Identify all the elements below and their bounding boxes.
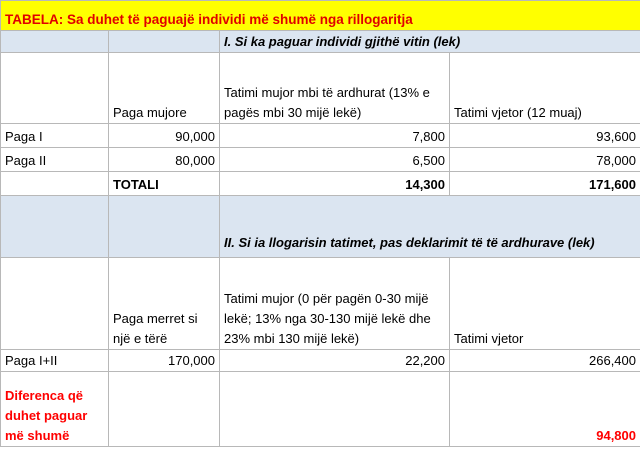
salary-value[interactable]: 90,000 — [109, 124, 220, 148]
cell[interactable] — [1, 172, 109, 196]
table-row — [1, 148, 640, 172]
salary-value[interactable]: 80,000 — [109, 148, 220, 172]
cell[interactable] — [1, 31, 109, 53]
table-row — [1, 124, 640, 148]
section2-heading-row — [1, 196, 640, 258]
section2-header-row — [1, 258, 640, 350]
monthly-tax-value[interactable]: 7,800 — [220, 124, 450, 148]
salary-value[interactable]: 170,000 — [109, 350, 220, 372]
cell[interactable] — [1, 53, 109, 124]
cell[interactable] — [1, 196, 109, 258]
section1-heading-row — [1, 31, 640, 53]
difference-label[interactable]: Diferenca që duhet paguar më shumë — [1, 372, 109, 447]
header-monthly-tax-progressive[interactable]: Tatimi mujor (0 për pagën 0-30 mijë lekë; 13% nga 30-130 mijë lekë dhe 23% mbi 130 mijë lekë) — [220, 258, 450, 350]
section2-heading[interactable]: II. Si ia llogarisin tatimet, pas deklarimit të të ardhurave (lek) — [220, 196, 640, 258]
header-annual-tax[interactable]: Tatimi vjetor — [450, 258, 640, 350]
table-row — [1, 350, 640, 372]
cell[interactable] — [109, 372, 220, 447]
row-label[interactable]: Paga I — [1, 124, 109, 148]
section1-header-row — [1, 53, 640, 124]
annual-tax-value[interactable]: 78,000 — [450, 148, 640, 172]
cell[interactable] — [1, 258, 109, 350]
monthly-tax-value[interactable]: 22,200 — [220, 350, 450, 372]
row-label[interactable]: Paga I+II — [1, 350, 109, 372]
table-title[interactable]: TABELA: Sa duhet të paguajë individi më shumë nga rillogaritja — [1, 1, 640, 31]
total-annual-tax[interactable]: 171,600 — [450, 172, 640, 196]
total-row — [1, 172, 640, 196]
cell[interactable] — [109, 31, 220, 53]
title-row — [1, 1, 640, 31]
header-annual-tax[interactable]: Tatimi vjetor (12 muaj) — [450, 53, 640, 124]
annual-tax-value[interactable]: 266,400 — [450, 350, 640, 372]
difference-row — [1, 372, 640, 447]
row-label[interactable]: Paga II — [1, 148, 109, 172]
monthly-tax-value[interactable]: 6,500 — [220, 148, 450, 172]
header-salary-combined[interactable]: Paga merret si një e tërë — [109, 258, 220, 350]
total-label[interactable]: TOTALI — [109, 172, 220, 196]
section1-heading[interactable]: I. Si ka paguar individi gjithë vitin (lek) — [220, 31, 640, 53]
cell[interactable] — [220, 372, 450, 447]
header-salary[interactable]: Paga mujore — [109, 53, 220, 124]
total-monthly-tax[interactable]: 14,300 — [220, 172, 450, 196]
difference-value[interactable]: 94,800 — [450, 372, 640, 447]
annual-tax-value[interactable]: 93,600 — [450, 124, 640, 148]
header-monthly-tax[interactable]: Tatimi mujor mbi të ardhurat (13% e pagës mbi 30 mijë lekë) — [220, 53, 450, 124]
cell[interactable] — [109, 196, 220, 258]
